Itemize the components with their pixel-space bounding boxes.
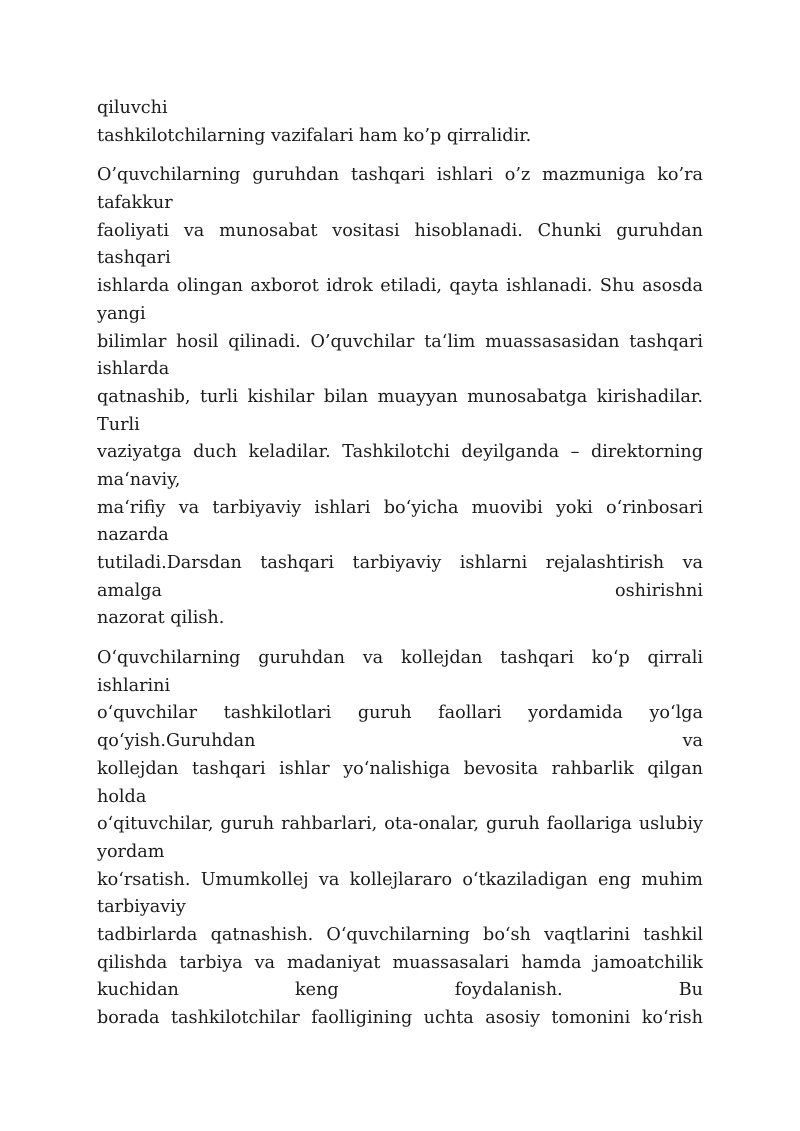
paragraph <box>97 162 703 633</box>
text-line: ko‘rsatish. Umumkollej va kollejlararo o‘tkaziladigan eng muhim <box>97 869 703 890</box>
paragraph <box>97 95 703 150</box>
text-line: o‘quvchilar tashkilotlari guruh faollari yordamida yo‘lga <box>97 703 703 724</box>
text-line: holda <box>97 786 147 807</box>
text-line: bilimlar hosil qilinadi. O’quvchilar ta‘lim muassasasidan tashqari <box>97 331 703 352</box>
text-line: ishlarda <box>97 359 170 380</box>
text-line: qilishda tarbiya va madaniyat muassasalari hamda jamoatchilik <box>97 952 703 973</box>
text-line: ishlarini <box>97 675 171 696</box>
text-line: yangi <box>97 303 146 324</box>
text-line: Turli <box>97 414 140 435</box>
text-line: tadbirlarda qatnashish. O‘quvchilarning bo‘sh vaqtlarini tashkil <box>97 924 703 945</box>
text-line: tafakkur <box>97 193 173 214</box>
text-line: O’quvchilarning guruhdan tashqari ishlari o’z mazmuniga ko’ra <box>97 165 703 186</box>
text-line: ma‘naviy, <box>97 469 181 490</box>
text-line: ishlarda olingan axborot idrok etiladi, qayta ishlanadi. Shu asosda <box>97 276 703 297</box>
text-line: tashqari <box>97 248 171 269</box>
text-line: vaziyatga duch keladilar. Tashkilotchi deyilganda – direktorning <box>97 442 703 463</box>
text-line: qiluvchi <box>97 98 168 118</box>
text-line: O‘quvchilarning guruhdan va kollejdan tashqari ko‘p qirrali <box>97 648 703 669</box>
text-line: ma‘rifiy va tarbiyaviy ishlari bo‘yicha muovibi yoki o‘rinbosari <box>97 497 703 518</box>
text-line: kuchidan keng foydalanish. Bu <box>97 980 703 1001</box>
text-line: nazarda <box>97 525 169 546</box>
text-line: borada tashkilotchilar faolligining uchta asosiy tomonini ko‘rish <box>97 1008 703 1028</box>
text-line: kollejdan tashqari ishlar yo‘nalishiga bevosita rahbarlik qilgan <box>97 758 703 779</box>
text-line: faoliyati va munosabat vositasi hisoblanadi. Chunki guruhdan <box>97 220 703 241</box>
text-line: qo‘yish.Guruhdan va <box>97 731 703 752</box>
text-line: tashkilotchilarning vazifalari ham ko’p qirralidir. <box>97 125 532 146</box>
paragraph <box>97 645 703 1033</box>
text-line: nazorat qilish. <box>97 608 225 629</box>
text-line: amalga oshirishni <box>97 580 703 601</box>
text-line: tutiladi.Darsdan tashqari tarbiyaviy ishlarni rejalashtirish va <box>97 553 703 573</box>
text-line: tarbiyaviy <box>97 897 186 918</box>
text-line: qatnashib, turli kishilar bilan muayyan munosabatga kirishadilar. <box>97 386 703 407</box>
text-line: yordam <box>97 841 165 862</box>
text-line: o‘qituvchilar, guruh rahbarlari, ota-onalar, guruh faollariga uslubiy <box>97 814 703 835</box>
